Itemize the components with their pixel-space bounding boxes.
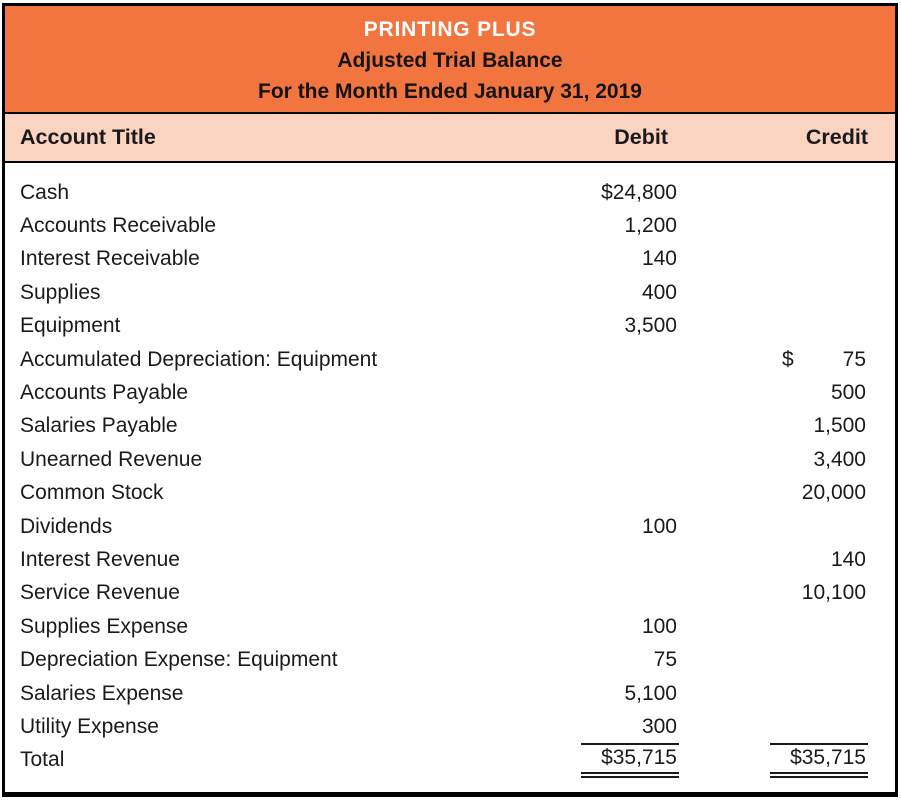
table-row bbox=[5, 176, 895, 209]
total-row bbox=[5, 744, 895, 777]
credit-amount: 3,400 bbox=[813, 447, 866, 471]
report-title-block bbox=[5, 6, 895, 114]
debit-cell bbox=[494, 181, 679, 205]
account-title-cell: Supplies bbox=[20, 280, 101, 304]
account-title-cell: Common Stock bbox=[20, 481, 164, 505]
debit-amount: 100 bbox=[641, 514, 677, 538]
debit-cell bbox=[494, 214, 679, 238]
debit-cell bbox=[494, 648, 679, 672]
table-row bbox=[5, 410, 895, 443]
credit-amount: 140 bbox=[830, 547, 866, 571]
column-header-account-title: Account Title bbox=[20, 125, 156, 149]
table-body bbox=[5, 163, 895, 777]
credit-cell bbox=[679, 381, 895, 405]
credit-amount: 10,100 bbox=[801, 581, 866, 605]
table-row bbox=[5, 443, 895, 476]
account-title-cell: Depreciation Expense: Equipment bbox=[20, 648, 338, 672]
table-row bbox=[5, 510, 895, 543]
debit-cell bbox=[494, 314, 679, 338]
account-title-cell: Interest Revenue bbox=[20, 547, 180, 571]
account-title-cell: Unearned Revenue bbox=[20, 447, 203, 471]
debit-amount: 5,100 bbox=[624, 681, 677, 705]
debit-cell bbox=[494, 682, 679, 706]
debit-amount: 3,500 bbox=[624, 314, 677, 338]
table-row bbox=[5, 677, 895, 710]
debit-amount: $24,800 bbox=[601, 180, 677, 204]
account-title-cell: Supplies Expense bbox=[20, 614, 189, 638]
debit-amount: 300 bbox=[641, 714, 677, 738]
account-title-cell: Total bbox=[20, 748, 65, 772]
table-row bbox=[5, 243, 895, 276]
account-title-cell: Equipment bbox=[20, 314, 121, 338]
credit-cell bbox=[679, 414, 895, 438]
credit-amount: 1,500 bbox=[813, 414, 866, 438]
column-header-debit: Debit bbox=[614, 125, 668, 149]
table-row bbox=[5, 310, 895, 343]
credit-cell bbox=[679, 448, 895, 472]
currency-symbol: $ bbox=[782, 347, 794, 371]
debit-cell bbox=[494, 615, 679, 639]
column-header-credit: Credit bbox=[805, 125, 868, 149]
debit-amount: 140 bbox=[641, 247, 677, 271]
debit-amount: 1,200 bbox=[624, 214, 677, 238]
report-period: For the Month Ended January 31, 2019 bbox=[258, 80, 642, 103]
debit-cell bbox=[494, 515, 679, 539]
account-title-cell: Dividends bbox=[20, 514, 113, 538]
account-title-cell: Salaries Expense bbox=[20, 681, 184, 705]
credit-amount bbox=[780, 348, 868, 372]
debit-amount: 100 bbox=[641, 614, 677, 638]
column-header-row bbox=[5, 114, 895, 163]
credit-cell bbox=[679, 581, 895, 605]
debit-cell bbox=[494, 715, 679, 739]
report-name: Adjusted Trial Balance bbox=[337, 49, 563, 72]
account-title-cell: Salaries Payable bbox=[20, 414, 178, 438]
credit-cell bbox=[679, 481, 895, 505]
account-title-cell: Accounts Receivable bbox=[20, 214, 217, 238]
account-title-cell: Interest Receivable bbox=[20, 247, 200, 271]
company-name: PRINTING PLUS bbox=[363, 18, 537, 41]
credit-amount: 20,000 bbox=[801, 481, 866, 505]
amount-value: 75 bbox=[842, 347, 866, 371]
debit-amount: 75 bbox=[653, 648, 677, 672]
account-title-cell: Service Revenue bbox=[20, 581, 180, 605]
credit-cell bbox=[679, 743, 895, 778]
table-row bbox=[5, 477, 895, 510]
table-row bbox=[5, 209, 895, 242]
trial-balance-table bbox=[2, 3, 898, 797]
table-row bbox=[5, 710, 895, 743]
credit-cell bbox=[679, 348, 895, 372]
credit-cell bbox=[679, 548, 895, 572]
table-row bbox=[5, 543, 895, 576]
table-row bbox=[5, 643, 895, 676]
account-title-cell: Accounts Payable bbox=[20, 381, 189, 405]
debit-cell bbox=[494, 247, 679, 271]
table-row bbox=[5, 376, 895, 409]
table-row bbox=[5, 343, 895, 376]
credit-amount: 500 bbox=[830, 381, 866, 405]
credit-amount: $35,715 bbox=[770, 743, 868, 778]
account-title-cell: Cash bbox=[20, 180, 70, 204]
account-title-cell: Utility Expense bbox=[20, 714, 159, 738]
table-row bbox=[5, 276, 895, 309]
debit-cell bbox=[494, 743, 679, 778]
table-row bbox=[5, 610, 895, 643]
debit-cell bbox=[494, 281, 679, 305]
debit-amount: 400 bbox=[641, 280, 677, 304]
account-title-cell: Accumulated Depreciation: Equipment bbox=[20, 347, 378, 371]
table-row bbox=[5, 577, 895, 610]
debit-amount: $35,715 bbox=[581, 743, 679, 778]
